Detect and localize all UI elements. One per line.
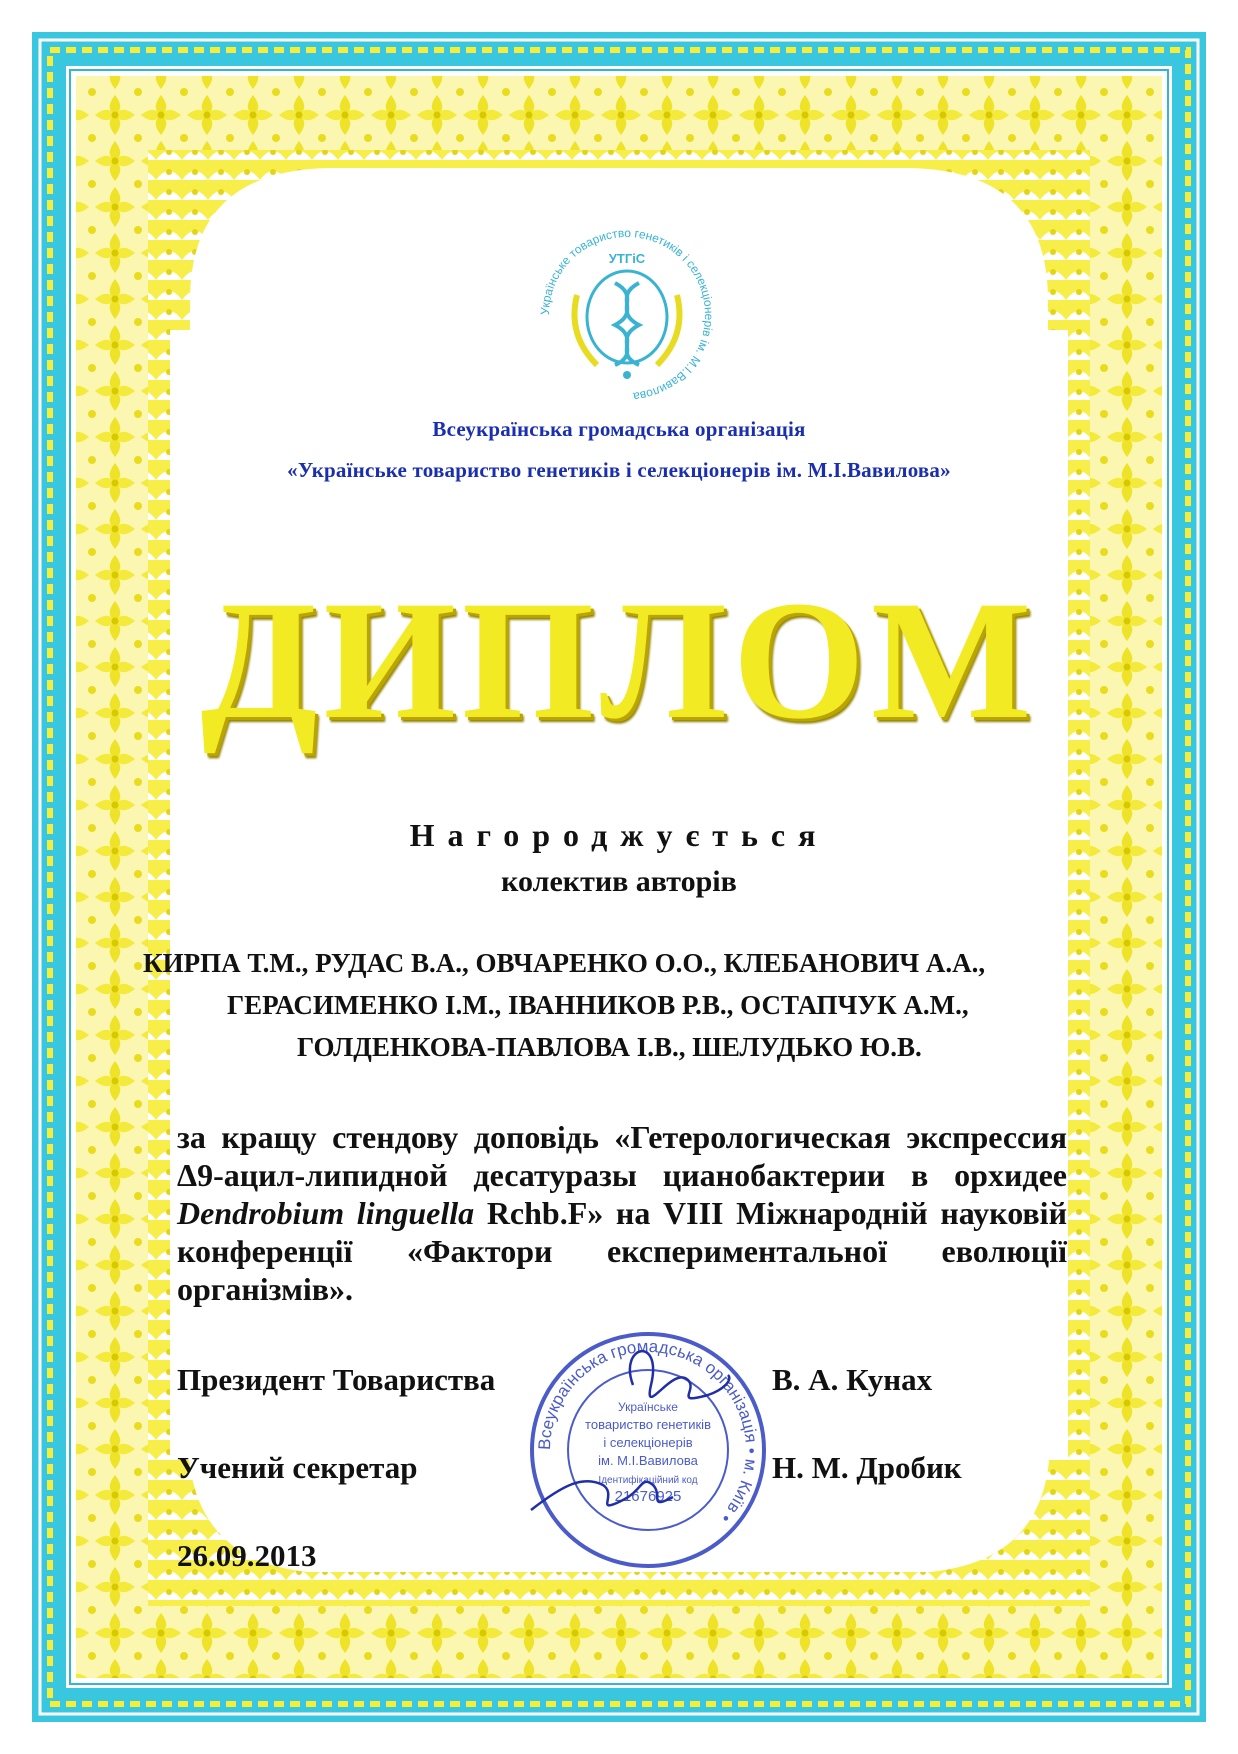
- secretary-title: Учений секретар: [177, 1450, 418, 1485]
- organization-line-1: Всеукраїнська громадська організація: [432, 417, 806, 441]
- logo-ring-text: Українське товариство генетиків і селекціонерів ім. М.І.Вавилова: [537, 225, 717, 404]
- logo-abbr: УТГіС: [608, 251, 646, 266]
- authors-line-1: КИРПА Т.М., РУДАС В.А., ОВЧАРЕНКО О.О., КЛЕБАНОВИЧ А.А.,: [143, 948, 986, 978]
- stamp-line-3: і селекціонерів: [603, 1435, 693, 1450]
- stamp-line-1: Українське: [618, 1400, 678, 1414]
- diploma-title: ДИПЛОМ: [200, 566, 1038, 754]
- issue-date: 26.09.2013: [177, 1538, 317, 1573]
- stamp-line-6: 21676925: [614, 1488, 682, 1505]
- authors-line-3: ГОЛДЕНКОВА-ПАВЛОВА І.В., ШЕЛУДЬКО Ю.В.: [297, 1032, 922, 1062]
- stamp-line-2: товариство генетиків: [585, 1417, 711, 1432]
- secretary-name: Н. М. Дробик: [772, 1450, 962, 1485]
- organization-line-2: «Українське товариство генетиків і селекціонерів ім. М.І.Вавилова»: [287, 458, 951, 482]
- award-reason-part-1: за кращу стендову доповідь «Гетерологическая экспрессия Δ9-ацил-липидной десатуразы цианобактерии в орхидее: [177, 1119, 1067, 1193]
- society-logo: [527, 215, 727, 415]
- official-stamp: [523, 1325, 773, 1575]
- award-text: Нагороджується: [409, 817, 829, 853]
- authors-line-2: ГЕРАСИМЕНКО І.М., ІВАННИКОВ Р.В., ОСТАПЧУК А.М.,: [227, 990, 969, 1020]
- award-recipient: колектив авторів: [501, 865, 737, 898]
- stamp-line-5: Ідентифікаційний код: [598, 1475, 698, 1486]
- president-title: Президент Товариства: [177, 1362, 496, 1397]
- president-name: В. А. Кунах: [772, 1362, 933, 1397]
- species-name: Dendrobium linguella: [177, 1195, 475, 1231]
- stamp-line-4: ім. М.І.Вавилова: [598, 1453, 698, 1468]
- award-reason-part-2: Rchb.F» на VIII Міжнародній науковій конференції «Фактори експериментальної еволюції організмів».: [177, 1195, 1067, 1307]
- award-reason: [177, 1118, 1067, 1308]
- stamp-outer-text: Всеукраїнська громадська організація • м. Київ •: [534, 1336, 762, 1527]
